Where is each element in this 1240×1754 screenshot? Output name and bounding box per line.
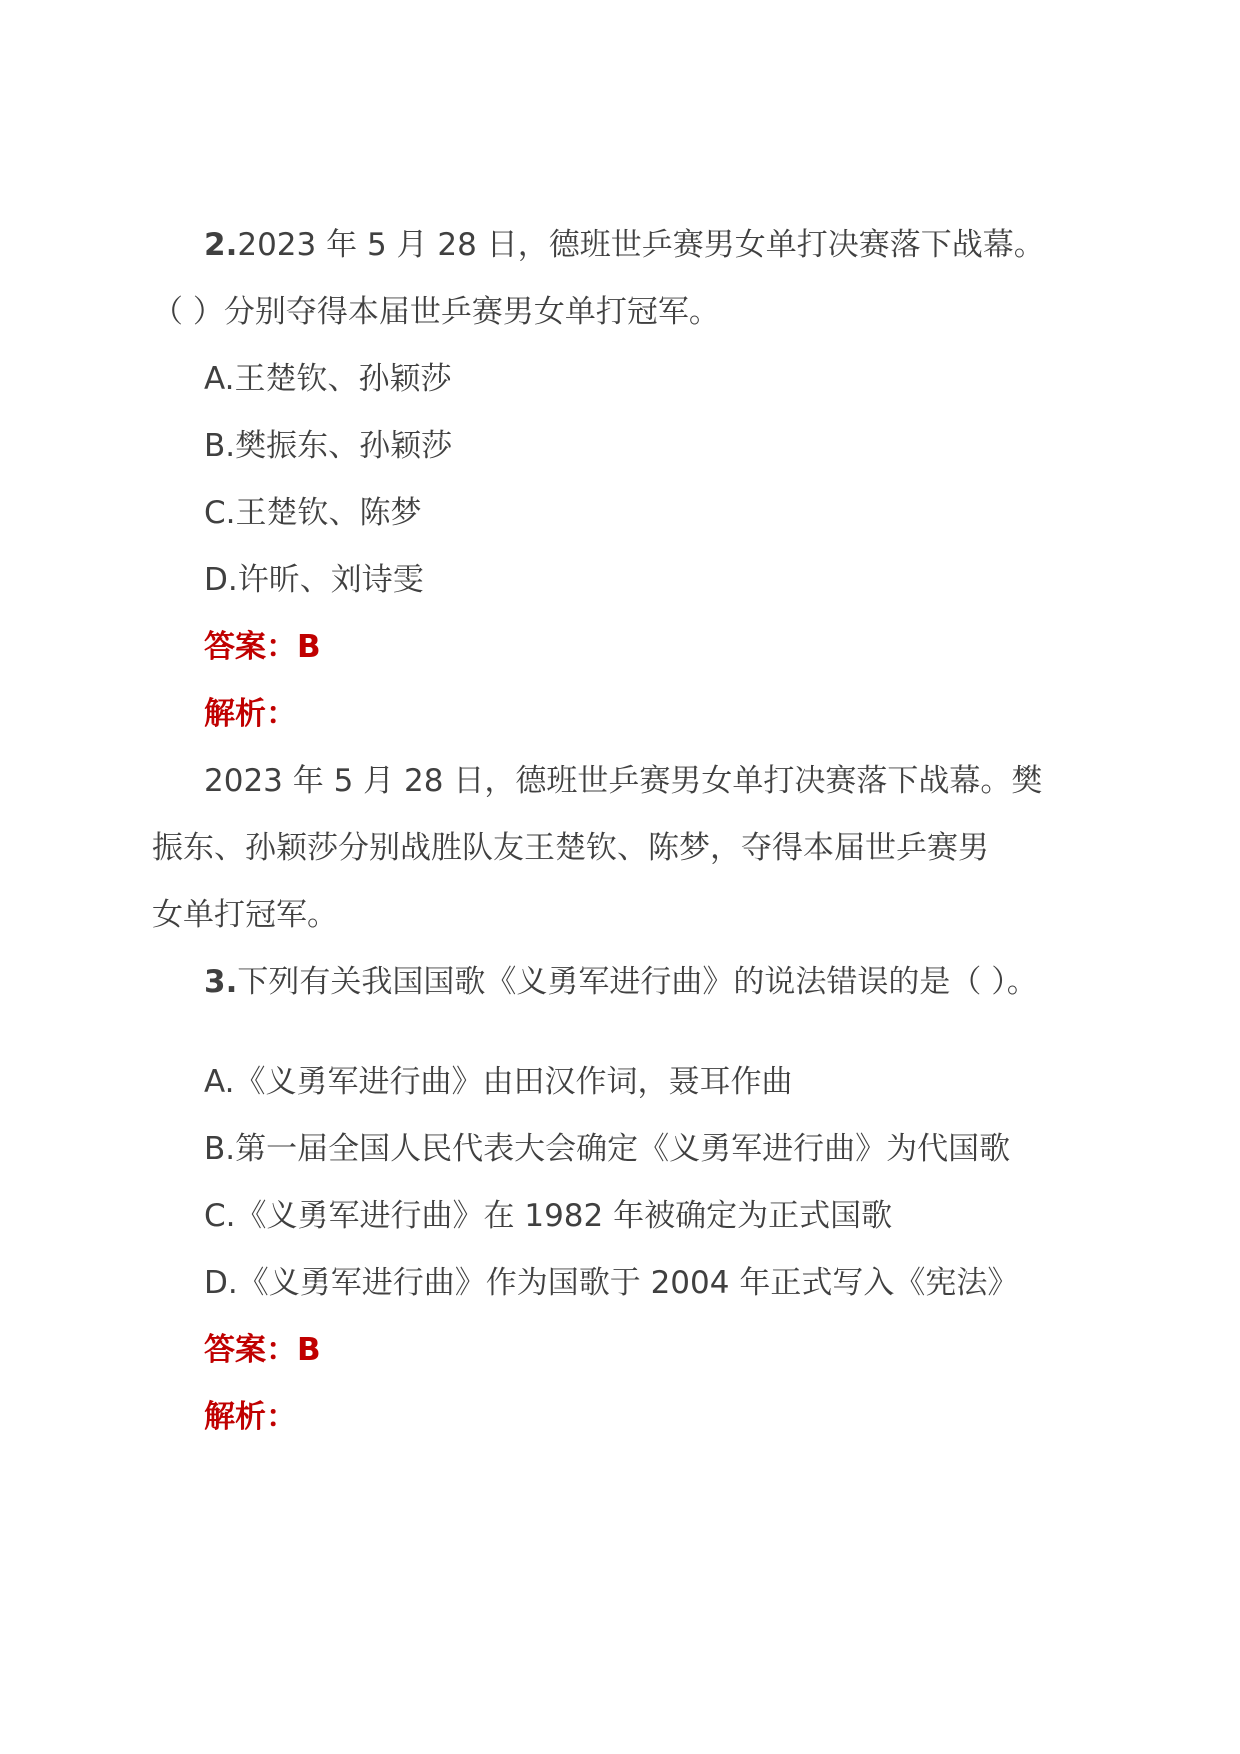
option-b: B.第一届全国人民代表大会确定《义勇军进行曲》为代国歌 [204,1131,1011,1167]
option-d: D.许昕、刘诗雯 [204,562,424,598]
option-a: A.王楚钦、孙颖莎 [204,361,452,397]
answer-label: 答案：B [204,629,321,665]
question-3 [152,949,1112,1451]
option-b: B.樊振东、孙颖莎 [204,428,453,464]
option-c: C.《义勇军进行曲》在 1982 年被确定为正式国歌 [204,1198,893,1234]
question-stem-text: 2023 年 5 月 28 日，德班世乒赛男女单打决赛落下战幕。 [237,227,1045,263]
analysis-text-line: 女单打冠军。 [152,897,338,933]
document-page [152,212,1112,1451]
question-stem-line [152,212,1112,279]
question-stem-text: 下列有关我国国歌《义勇军进行曲》的说法错误的是（ ）。 [237,964,1038,1000]
spacer [152,1016,1112,1049]
question-stem-line [152,949,1112,1016]
question-stem-line: （ ）分别夺得本届世乒赛男女单打冠军。 [152,294,720,330]
analysis-label: 解析： [204,1399,297,1435]
option-a: A.《义勇军进行曲》由田汉作词，聂耳作曲 [204,1064,793,1100]
option-c: C.王楚钦、陈梦 [204,495,422,531]
question-number: 2. [204,227,238,263]
analysis-text-line: 2023 年 5 月 28 日，德班世乒赛男女单打决赛落下战幕。樊 [204,763,1043,799]
option-d: D.《义勇军进行曲》作为国歌于 2004 年正式写入《宪法》 [204,1265,1019,1301]
analysis-text-line: 振东、孙颖莎分别战胜队友王楚钦、陈梦，夺得本届世乒赛男 [152,830,989,866]
question-2 [152,212,1112,949]
answer-label: 答案：B [204,1332,321,1368]
question-number: 3. [204,964,238,1000]
analysis-label: 解析： [204,696,297,732]
